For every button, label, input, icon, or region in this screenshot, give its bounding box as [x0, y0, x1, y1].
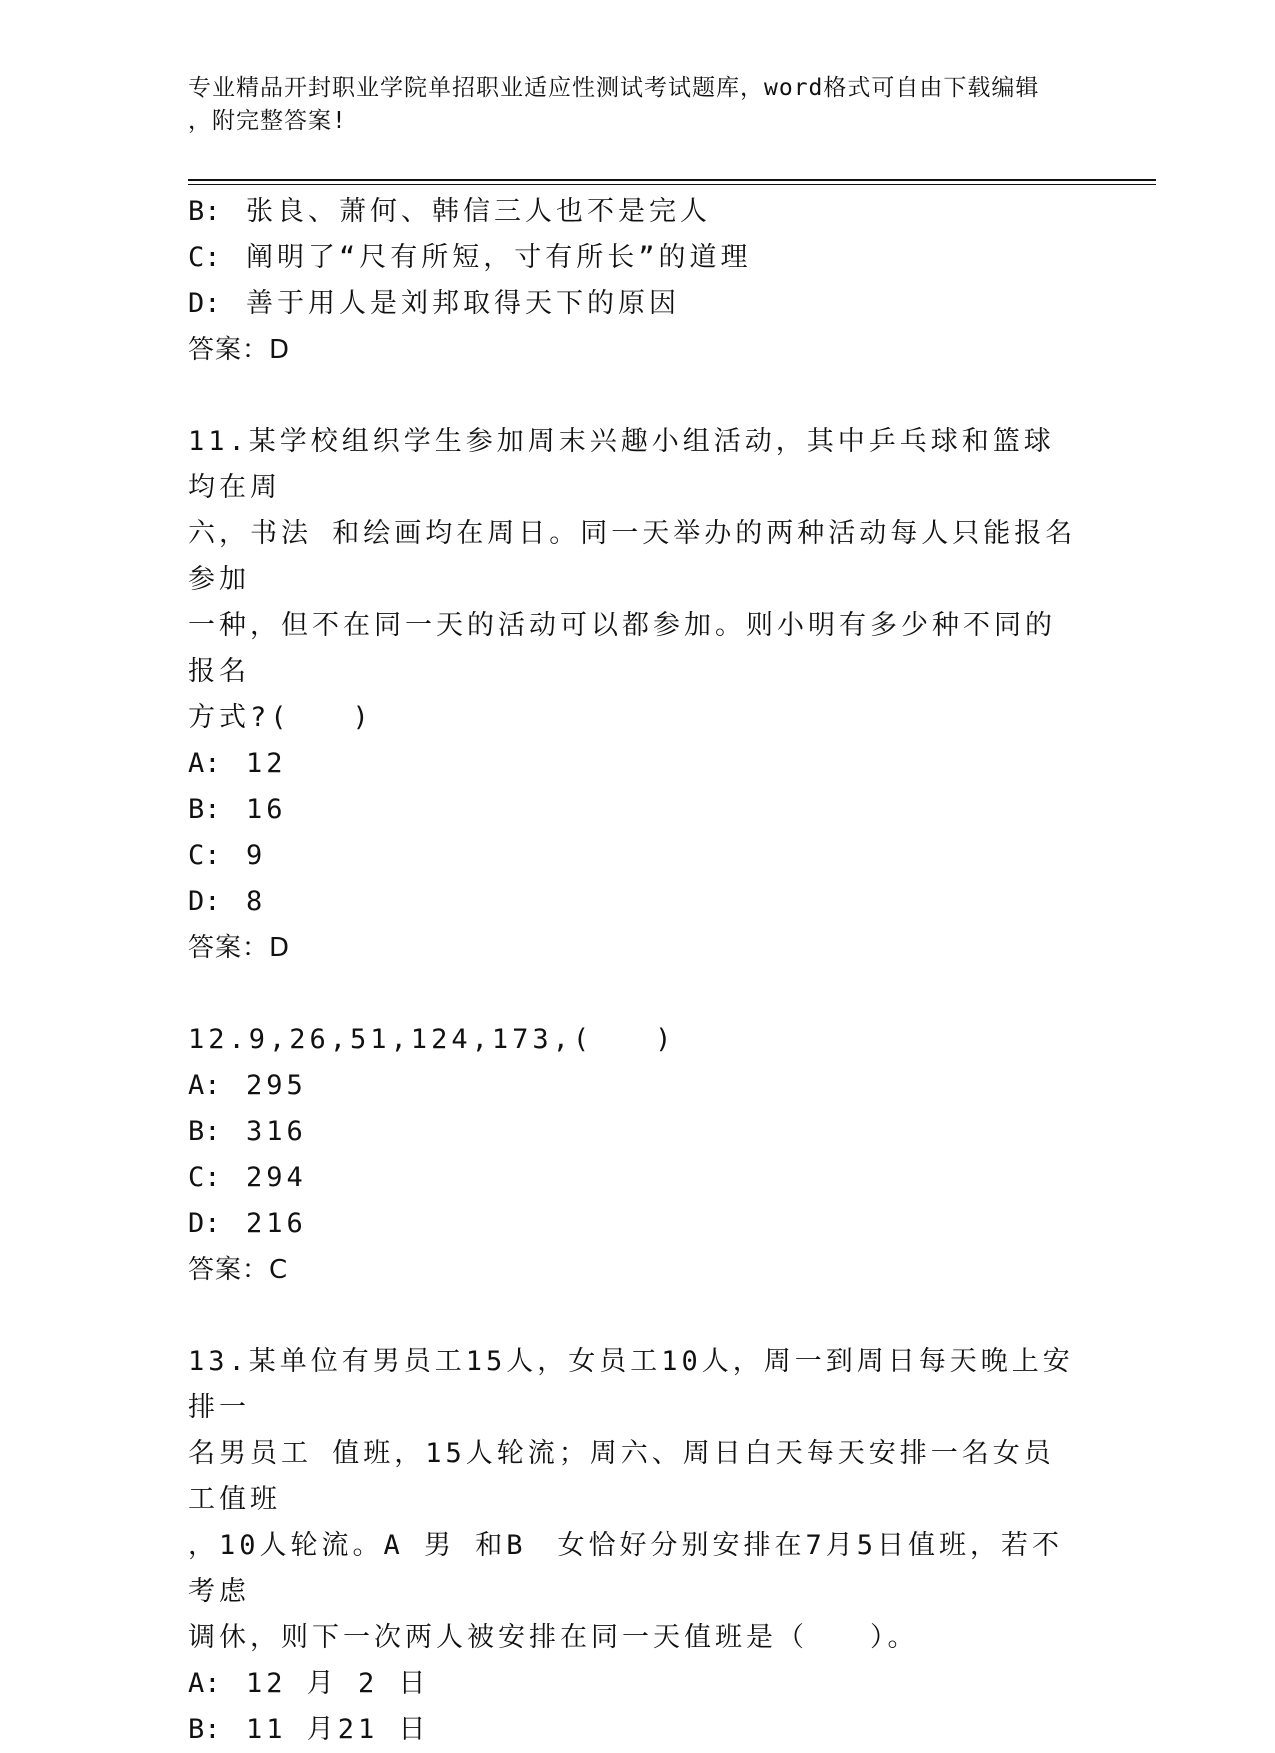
option-text: 9 [246, 840, 267, 871]
option-key: B: [188, 196, 221, 227]
option-key: B: [188, 794, 221, 825]
stem-line: 12.9,26,51,124,173,( ) [188, 1024, 676, 1055]
option-b [188, 1707, 1088, 1753]
page-header [188, 72, 1068, 138]
option-key: C: [188, 840, 221, 871]
option-b [188, 787, 1088, 833]
stem-line: 方式?( ) [188, 702, 373, 733]
question-13 [188, 1339, 1088, 1753]
option-key: A: [188, 1668, 221, 1699]
option-text: 8 [246, 886, 267, 917]
option-c [188, 1155, 1088, 1201]
option-text: 316 [246, 1116, 307, 1147]
answer-line: 答案：D [188, 335, 291, 365]
option-b [188, 189, 1088, 235]
option-c [188, 833, 1088, 879]
option-text: 16 [246, 794, 287, 825]
header-line-1: 专业精品开封职业学院单招职业适应性测试考试题库，word格式可自由下载编辑 [188, 75, 1040, 101]
option-d [188, 281, 1088, 327]
option-key: B: [188, 1116, 221, 1147]
option-key: D: [188, 886, 221, 917]
document-body [188, 189, 1088, 1753]
question-10-continued [188, 189, 1088, 373]
question-stem [188, 419, 1078, 741]
header-line-2: ，附完整答案! [188, 108, 347, 134]
option-b [188, 1109, 1088, 1155]
option-a [188, 1661, 1088, 1707]
option-text: 张良、萧何、韩信三人也不是完人 [246, 196, 711, 227]
header-rule-thin [188, 184, 1156, 185]
option-text: 294 [246, 1162, 307, 1193]
stem-line: 名男员工 值班，15人轮流；周六、周日白天每天安排一名女员工值班 [188, 1438, 1055, 1515]
option-a [188, 1063, 1088, 1109]
option-key: A: [188, 1070, 221, 1101]
answer-line: 答案：D [188, 933, 291, 963]
option-c [188, 235, 1088, 281]
answer-line: 答案：C [188, 1255, 289, 1285]
stem-line: 调休，则下一次两人被安排在同一天值班是（ ）。 [188, 1622, 919, 1653]
question-stem [188, 1017, 1078, 1063]
option-key: D: [188, 1208, 221, 1239]
option-key: C: [188, 242, 221, 273]
stem-line: 13.某单位有男员工15人，女员工10人，周一到周日每天晚上安排一 [188, 1346, 1074, 1423]
question-11 [188, 419, 1088, 971]
stem-line: 六，书法 和绘画均在周日。同一天举办的两种活动每人只能报名参加 [188, 518, 1077, 595]
option-a [188, 741, 1088, 787]
option-key: A: [188, 748, 221, 779]
header-rule-thick [188, 179, 1156, 181]
option-key: B: [188, 1714, 221, 1745]
option-text: 阐明了“尺有所短，寸有所长”的道理 [246, 242, 752, 273]
option-text: 216 [246, 1208, 307, 1239]
option-text: 12 [246, 748, 287, 779]
option-d [188, 1201, 1088, 1247]
option-key: D: [188, 288, 221, 319]
option-text: 12 月 2 日 [246, 1668, 430, 1699]
stem-line: ，10人轮流。A 男 和B 女恰好分别安排在7月5日值班，若不考虑 [188, 1530, 1064, 1607]
question-12 [188, 1017, 1088, 1293]
stem-line: 一种，但不在同一天的活动可以都参加。则小明有多少种不同的报名 [188, 610, 1056, 687]
question-stem [188, 1339, 1078, 1661]
option-key: C: [188, 1162, 221, 1193]
option-text: 11 月21 日 [246, 1714, 430, 1745]
stem-line: 11.某学校组织学生参加周末兴趣小组活动，其中乒乓球和篮球均在周 [188, 426, 1055, 503]
option-text: 善于用人是刘邦取得天下的原因 [246, 288, 680, 319]
option-text: 295 [246, 1070, 307, 1101]
option-d [188, 879, 1088, 925]
